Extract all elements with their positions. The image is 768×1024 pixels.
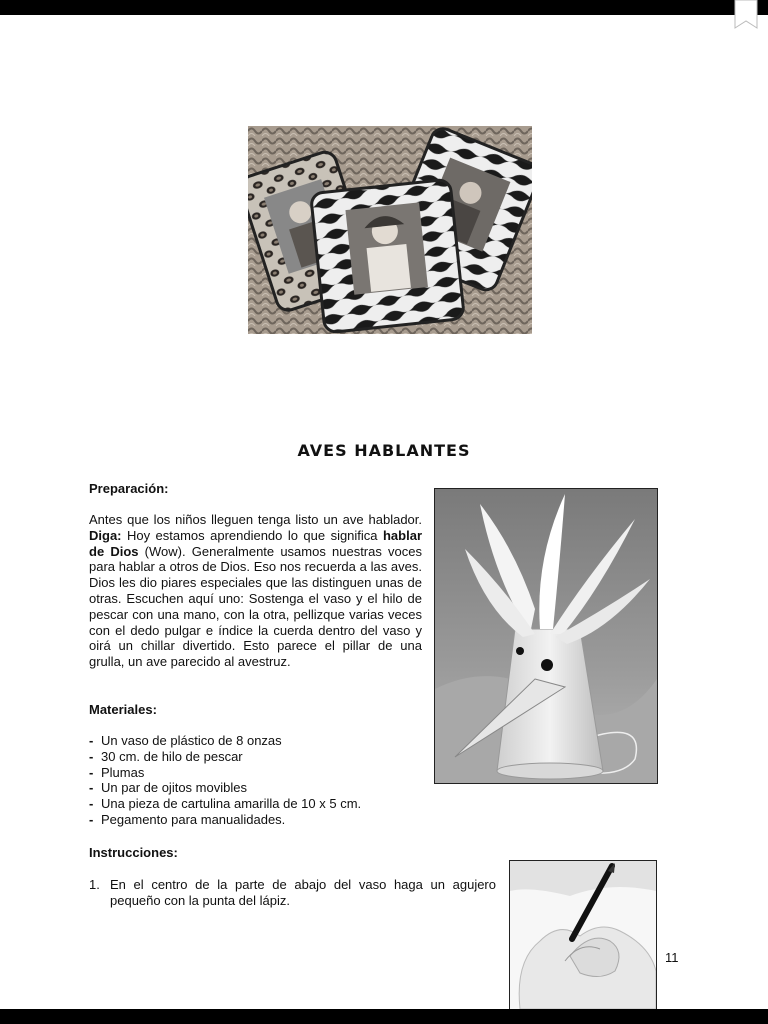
materiales-heading: Materiales: (89, 702, 157, 717)
preparacion-paragraph (89, 512, 422, 670)
list-item: - Un vaso de plástico de 8 onzas (89, 733, 361, 749)
list-item: - Plumas (89, 765, 361, 781)
list-item: - Una pieza de cartulina amarilla de 10 x 5 cm. (89, 796, 361, 812)
preparacion-text-3: (Wow). Generalmente usamos nuestras voces para hablar a otros de Dios. Eso nos recuerda a las aves. Dios les dio piares especiales que las distinguen unas de otras. Escuchen aquí uno: Sostenga el vaso y el hilo de pescar con una mano, con la otra, pellizque varias veces con el dedo pulgar e índice la cuerda dentro del vaso y oirá un chillar divertido. Esto parece el pillar de una grulla, un ave parecido al avestruz. (89, 543, 422, 670)
photo-frames-image (248, 126, 532, 334)
list-item (89, 877, 496, 909)
preparacion-text-2: Hoy estamos aprendiendo lo que significa (121, 527, 383, 543)
preparacion-heading: Preparación: (89, 481, 169, 496)
page-number: 11 (665, 950, 679, 965)
list-item: - Un par de ojitos movibles (89, 780, 361, 796)
talking-bird-cup-image (434, 488, 658, 784)
list-item: - 30 cm. de hilo de pescar (89, 749, 361, 765)
page-title: AVES HABLANTES (297, 441, 471, 460)
preparacion-bold-1: Diga: (89, 527, 122, 543)
bookmark-icon[interactable] (734, 0, 758, 30)
list-item: - Pegamento para manualidades. (89, 812, 361, 828)
hand-pencil-image (509, 860, 657, 1010)
top-bar (0, 0, 768, 15)
materials-list (89, 733, 361, 828)
preparacion-text-1: Antes que los niños lleguen tenga listo un ave hablador. (89, 512, 422, 527)
instructions-list (89, 877, 496, 909)
step-number: 1. (89, 877, 100, 892)
instrucciones-heading: Instrucciones: (89, 845, 178, 860)
step-text: En el centro de la parte de abajo del vaso haga un agujero pequeño con la punta del lápiz. (110, 877, 496, 908)
preparacion-bold-2: hablar de Dios (89, 527, 422, 559)
bottom-bar (0, 1009, 768, 1024)
